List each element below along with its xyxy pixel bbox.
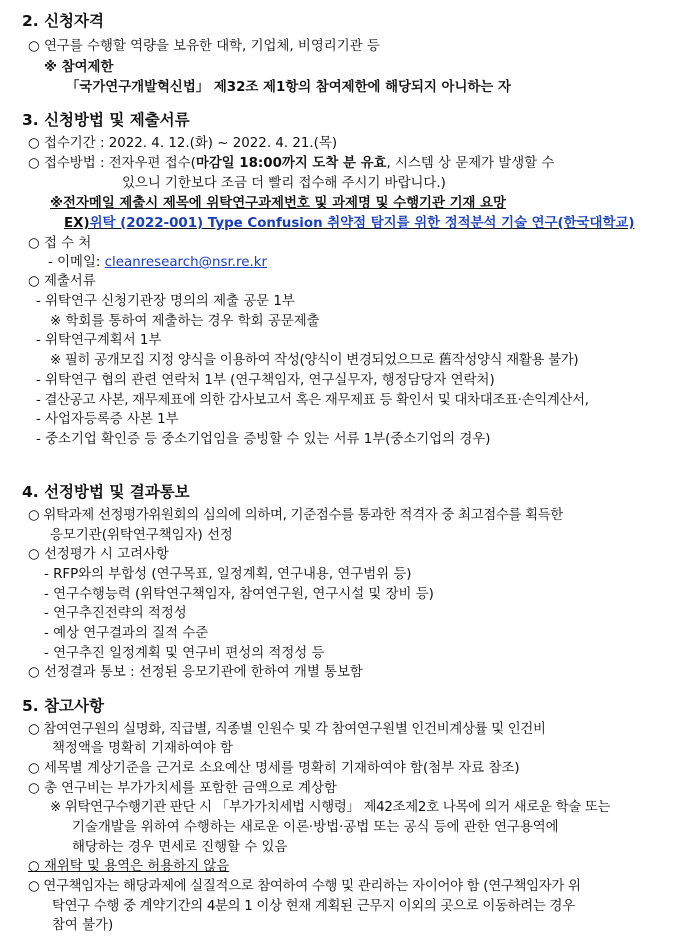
s3-method-a: ○ 접수방법 : 전자우편 접수( (28, 156, 196, 171)
s4-para-2: ○ 선정평가 시 고려사항 (28, 547, 169, 562)
s3-doc-2-note: ※ 필히 공개모집 지정 양식을 이용하여 작성(양식이 변경되었으므로 舊작성양식 재활용 불가) (50, 353, 579, 368)
s4-para-3: ○ 선정결과 통보 : 선정된 응모기관에 한하여 개별 통보함 (28, 665, 363, 680)
s3-method-deadline: 마감일 18:00까지 도착 분 유효 (195, 156, 387, 171)
s5-ref-1b: 책정액을 명확히 기재하여야 함 (52, 741, 233, 756)
s5-ref-3-note-2: 기술개발을 위하여 수행하는 새로운 이론·방법·공법 또는 공식 등에 관한 연구용역에 (72, 820, 559, 835)
s4-criteria-4: - 예상 연구결과의 질적 수준 (44, 626, 209, 641)
s2-note-title: ※ 참여제한 (44, 60, 114, 75)
s3-email-label: - 이메일: (48, 255, 105, 270)
s3-doc-6: - 중소기업 확인증 등 중소기업임을 증빙할 수 있는 서류 1부(중소기업의 경우) (36, 432, 491, 447)
s3-doc-2: - 위탁연구계획서 1부 (36, 333, 162, 348)
s3-recv: ○ 접 수 처 (28, 236, 92, 251)
s5-ref-3: ○ 총 연구비는 부가가치세를 포함한 금액으로 계상함 (28, 781, 337, 796)
s5-ref-2: ○ 세목별 계상기준을 근거로 소요예산 명세를 명확히 기재하여야 함(첨부 자료 참조) (28, 761, 520, 776)
s3-period: ○ 접수기간 : 2022. 4. 12.(화) ~ 2022. 4. 21.(목) (28, 136, 338, 151)
s3-method-line-2: 있으니 기한보다 조금 더 빨리 접수해 주시기 바랍니다.) (122, 176, 446, 191)
s4-para-1: ○ 위탁과제 선정평가위원회의 심의에 의하며, 기준점수를 통과한 적격자 중 최고점수를 획득한 (28, 508, 564, 523)
s3-method-line-1 (28, 155, 554, 173)
s5-ref-3-note-3: 해당하는 경우 면세로 진행할 수 있음 (72, 840, 288, 855)
s4-para-1b: 응모기관(위탁연구책임자) 선정 (50, 528, 233, 543)
s4-criteria-2: - 연구수행능력 (위탁연구책임자, 참여연구원, 연구시설 및 장비 등) (44, 587, 434, 602)
s4-criteria-5: - 연구추진 일정계획 및 연구비 편성의 적정성 등 (44, 646, 325, 661)
section-5-title: 5. 참고사항 (22, 697, 104, 715)
s3-method-c: , 시스템 상 문제가 발생할 수 (386, 156, 555, 171)
s3-doc-3: - 위탁연구 협의 관련 연락처 1부 (연구책임자, 연구실무자, 행정담당자 연락처) (36, 373, 495, 388)
s2-note-body: 「국가연구개발혁신법」 제32조 제1항의 참여제한에 해당되지 아니하는 자 (66, 80, 511, 95)
s3-doc-1-note: ※ 학회를 통하여 제출하는 경우 학회 공문제출 (50, 314, 320, 329)
s3-email-line (48, 254, 267, 272)
section-2-title: 2. 신청자격 (22, 12, 104, 30)
section-4-title: 4. 선정방법 및 결과통보 (22, 483, 190, 501)
s2-item-1: ○ 연구를 수행할 역량을 보유한 대학, 기업체, 비영리기관 등 (28, 39, 380, 54)
s3-example (64, 215, 634, 233)
s4-criteria-3: - 연구추진전략의 적정성 (44, 606, 187, 621)
s3-example-prefix: EX) (64, 216, 90, 231)
s4-criteria-1: - RFP와의 부합성 (연구목표, 일정계획, 연구내용, 연구범위 등) (44, 567, 412, 582)
section-3-title: 3. 신청방법 및 제출서류 (22, 111, 190, 129)
s5-ref-3-note-1: ※ 위탁연구수행기관 판단 시 「부가가치세법 시행령」 제42조제2호 나목에 의거 새로운 학술 또는 (50, 800, 611, 815)
s5-ref-5b: 탁연구 수행 중 계약기간의 4분의 1 이상 현재 계획된 근무지 이외의 곳으로 이동하려는 경우 (52, 899, 575, 914)
s5-ref-1: ○ 참여연구원의 실명화, 직급별, 직종별 인원수 및 각 참여연구원별 인건비계상률 및 인건비 (28, 722, 546, 737)
s5-ref-4: ○ 재위탁 및 용역은 허용하지 않음 (28, 859, 230, 874)
s3-docs: ○ 제출서류 (28, 274, 96, 289)
s5-ref-5c: 참여 불가) (52, 918, 114, 933)
s3-email-note: ※전자메일 제출시 제목에 위탁연구과제번호 및 과제명 및 수행기관 기재 요망 (50, 196, 506, 211)
email-link[interactable]: cleanresearch@nsr.re.kr (104, 255, 267, 270)
s3-doc-4: - 결산공고 사본, 재무제표에 의한 감사보고서 혹은 재무제표 등 확인서 및 대차대조표·손익계산서, (36, 393, 589, 408)
s5-ref-5: ○ 연구책임자는 해당과제에 실질적으로 참여하여 수행 및 관리하는 자이어야 함 (연구책임자가 위 (28, 879, 581, 894)
s3-doc-1: - 위탁연구 신청기관장 명의의 제출 공문 1부 (36, 294, 295, 309)
s3-example-body: 위탁 (2022-001) Type Confusion 취약점 탐지를 위한 정적분석 기술 연구(한국대학교) (89, 216, 635, 231)
s3-doc-5: - 사업자등록증 사본 1부 (36, 412, 179, 427)
